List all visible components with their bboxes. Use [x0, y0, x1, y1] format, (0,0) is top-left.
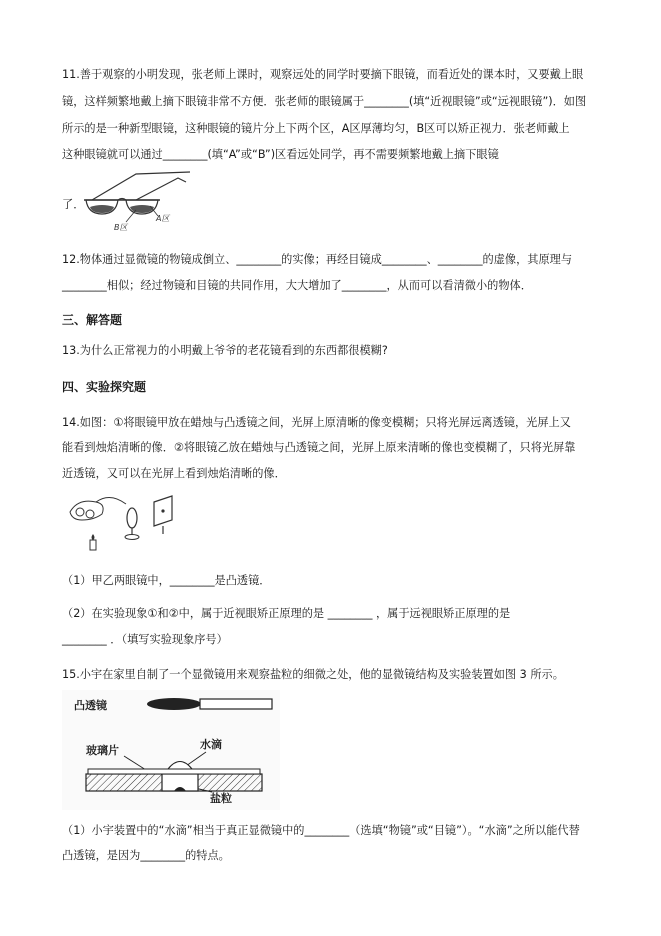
q14-sub2-line-1: （2）在实验现象①和②中，属于近视眼矫正原理的是 ________ ，属于远视眼矫正原理的是: [62, 607, 511, 620]
label-salt-grain: 盐粒: [210, 792, 232, 805]
section-4-title: 四、实验探究题: [62, 380, 147, 394]
q15-sub1-line-1: （1）小宇装置中的“水滴”相当于真正显微镜中的________（选填“物镜”或“目镜”）。“水滴”之所以能代替: [62, 824, 580, 837]
q15-sub1-line-2: 凸透镜，是因为________的特点。: [62, 849, 230, 862]
lens-experiment-figure: [66, 490, 182, 554]
microscope-figure: [62, 690, 280, 810]
q12-line-2: ________相似；经过物镜和目镜的共同作用，大大增加了________，从而可以看清微小的物体．: [62, 279, 532, 292]
q11-line-1: 11.善于观察的小明发现，张老师上课时，观察远处的同学时要摘下眼镜，而看近处的课本时，又要戴上眼: [62, 68, 584, 81]
q12-line-1: 12.物体通过显微镜的物镜成倒立、________的实像；再经目镜成________、________的虚像，其原理与: [62, 253, 573, 266]
glasses-figure: [78, 170, 198, 234]
q11-line-2: 镜，这样频繁地戴上摘下眼镜非常不方便．张老师的眼镜属于________(填“近视眼镜”或“远视眼镜”)．如图: [62, 95, 587, 108]
label-water-drop: 水滴: [200, 738, 222, 751]
label-glass-slide: 玻璃片: [86, 744, 119, 757]
q11-line-3: 所示的是一种新型眼镜，这种眼镜的镜片分上下两个区，A区厚薄均匀，B区可以矫正视力．张老师戴上: [62, 122, 570, 135]
q14-sub2-line-2: ________ ．（填写实验现象序号）: [62, 633, 228, 646]
glasses-label-a: A区: [156, 214, 170, 223]
q14-line-2: 能看到烛焰清晰的像．②将眼镜乙放在蜡烛与凸透镜之间，光屏上原来清晰的像也变模糊了，只将光屏靠: [62, 441, 576, 454]
q14-sub1: （1）甲乙两眼镜中，________是凸透镜．: [62, 574, 271, 587]
q11-tail: 了．: [62, 198, 85, 211]
label-convex-lens: 凸透镜: [74, 699, 107, 712]
q14-line-1: 14.如图：①将眼镜甲放在蜡烛与凸透镜之间，光屏上原清晰的像变模糊；只将光屏远离透镜，光屏上又: [62, 416, 571, 429]
q15-text: 15.小宇在家里自制了一个显微镜用来观察盐粒的细微之处，他的显微镜结构及实验装置如图 3 所示。: [62, 668, 564, 681]
section-3-title: 三、解答题: [62, 313, 123, 327]
glasses-label-b: B区: [114, 223, 128, 232]
q11-line-4: 这种眼镜就可以通过________(填“A”或“B”)区看远处同学，再不需要频繁地戴上摘下眼镜: [62, 148, 499, 161]
q14-line-3: 近透镜，又可以在光屏上看到烛焰清晰的像．: [62, 467, 286, 480]
q13-text: 13.为什么正常视力的小明戴上爷爷的老花镜看到的东西都很模糊?: [62, 344, 388, 357]
